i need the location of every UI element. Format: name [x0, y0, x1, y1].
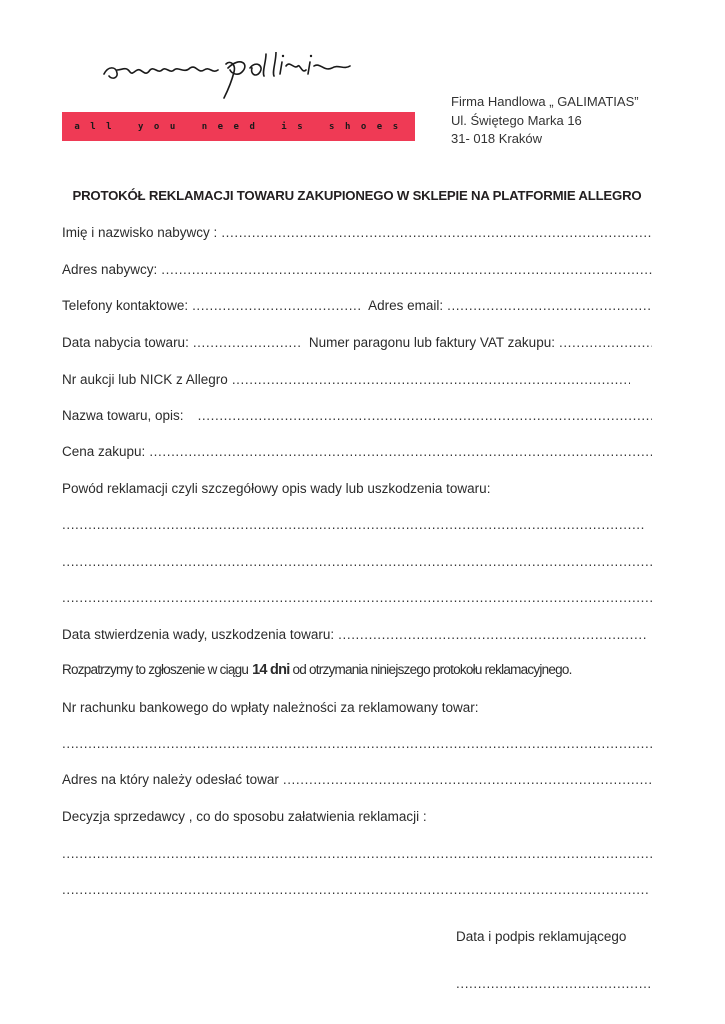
company-name: Firma Handlowa „ GALIMATIAS” [451, 94, 639, 109]
company-city: 31- 018 Kraków [451, 131, 543, 146]
fill-line[interactable] [161, 262, 652, 277]
fill-line[interactable] [198, 408, 652, 423]
brand-signature-logo [100, 52, 380, 104]
notice-text: Rozpatrzymy to zgłoszenie w ciągu [62, 662, 249, 677]
fill-line[interactable] [338, 627, 648, 642]
field-price [62, 444, 652, 459]
fill-line[interactable] [62, 590, 652, 605]
field-purchase [62, 335, 652, 350]
field-label: Data nabycia towaru: [62, 335, 189, 350]
fill-line[interactable] [62, 736, 652, 751]
field-contact [62, 298, 652, 313]
company-street: Ul. Świętego Marka 16 [451, 112, 582, 128]
field-label: Telefony kontaktowe: [62, 298, 189, 313]
reason-line-2[interactable] [62, 554, 652, 569]
field-label: Data stwierdzenia wady, uszkodzenia towaru: [62, 627, 335, 642]
signature-label: Data i podpis reklamującego [456, 929, 627, 944]
fill-line[interactable] [447, 298, 652, 313]
review-notice [62, 662, 652, 678]
field-label: Nr rachunku bankowego do wpłaty należności za reklamowany towar: [62, 700, 479, 715]
field-label: Imię i nazwisko nabywcy : [62, 225, 218, 240]
document-title: PROTOKÓŁ REKLAMACJI TOWARU ZAKUPIONEGO W SKLEPIE NA PLATFORMIE ALLEGRO [72, 188, 642, 203]
fill-line[interactable] [62, 554, 652, 569]
brand-banner [62, 112, 415, 141]
field-buyer-address [62, 262, 652, 277]
notice-deadline: 14 dni [252, 662, 290, 678]
field-label: Nr aukcji lub NICK z Allegro [62, 372, 228, 387]
field-defect-date [62, 627, 648, 642]
field-return-address [62, 772, 652, 787]
field-label: Adres nabywcy: [62, 262, 158, 277]
field-label: Cena zakupu: [62, 444, 146, 459]
reason-line-3[interactable] [62, 590, 652, 605]
signature-line[interactable] [456, 976, 650, 991]
notice-text: od otrzymania niniejszego protokołu reklamacyjnego. [292, 662, 572, 677]
field-buyer-name [62, 225, 652, 240]
field-label: Adres email: [368, 298, 444, 313]
field-label: Nazwa towaru, opis: [62, 408, 184, 423]
field-label: Numer paragonu lub faktury VAT zakupu: [308, 335, 555, 350]
fill-line[interactable] [221, 225, 652, 240]
field-label: Decyzja sprzedawcy , co do sposobu załatwienia reklamacji : [62, 809, 427, 824]
fill-line[interactable] [62, 846, 652, 861]
field-product [62, 408, 652, 423]
fill-line[interactable] [62, 882, 648, 897]
fill-line[interactable] [193, 335, 301, 350]
fill-line[interactable] [559, 335, 652, 350]
decision-line-1[interactable] [62, 846, 652, 861]
fill-line[interactable] [149, 444, 652, 459]
field-seller-decision [62, 809, 652, 824]
decision-line-2[interactable] [62, 882, 648, 897]
reason-line-1[interactable] [62, 517, 646, 532]
field-label: Adres na który należy odesłać towar [62, 772, 279, 787]
fill-line[interactable] [192, 298, 360, 313]
field-label: Powód reklamacji czyli szczegółowy opis wady lub uszkodzenia towaru: [62, 481, 491, 496]
bank-account-line[interactable] [62, 736, 652, 751]
fill-line[interactable] [232, 372, 630, 387]
company-address [451, 93, 639, 149]
field-reason [62, 481, 652, 496]
fill-line[interactable] [62, 517, 646, 532]
brand-tagline: all you need is shoes [74, 121, 409, 132]
field-auction [62, 372, 630, 387]
fill-line[interactable] [283, 772, 652, 787]
fill-line[interactable] [456, 976, 650, 991]
field-bank-account [62, 700, 652, 715]
